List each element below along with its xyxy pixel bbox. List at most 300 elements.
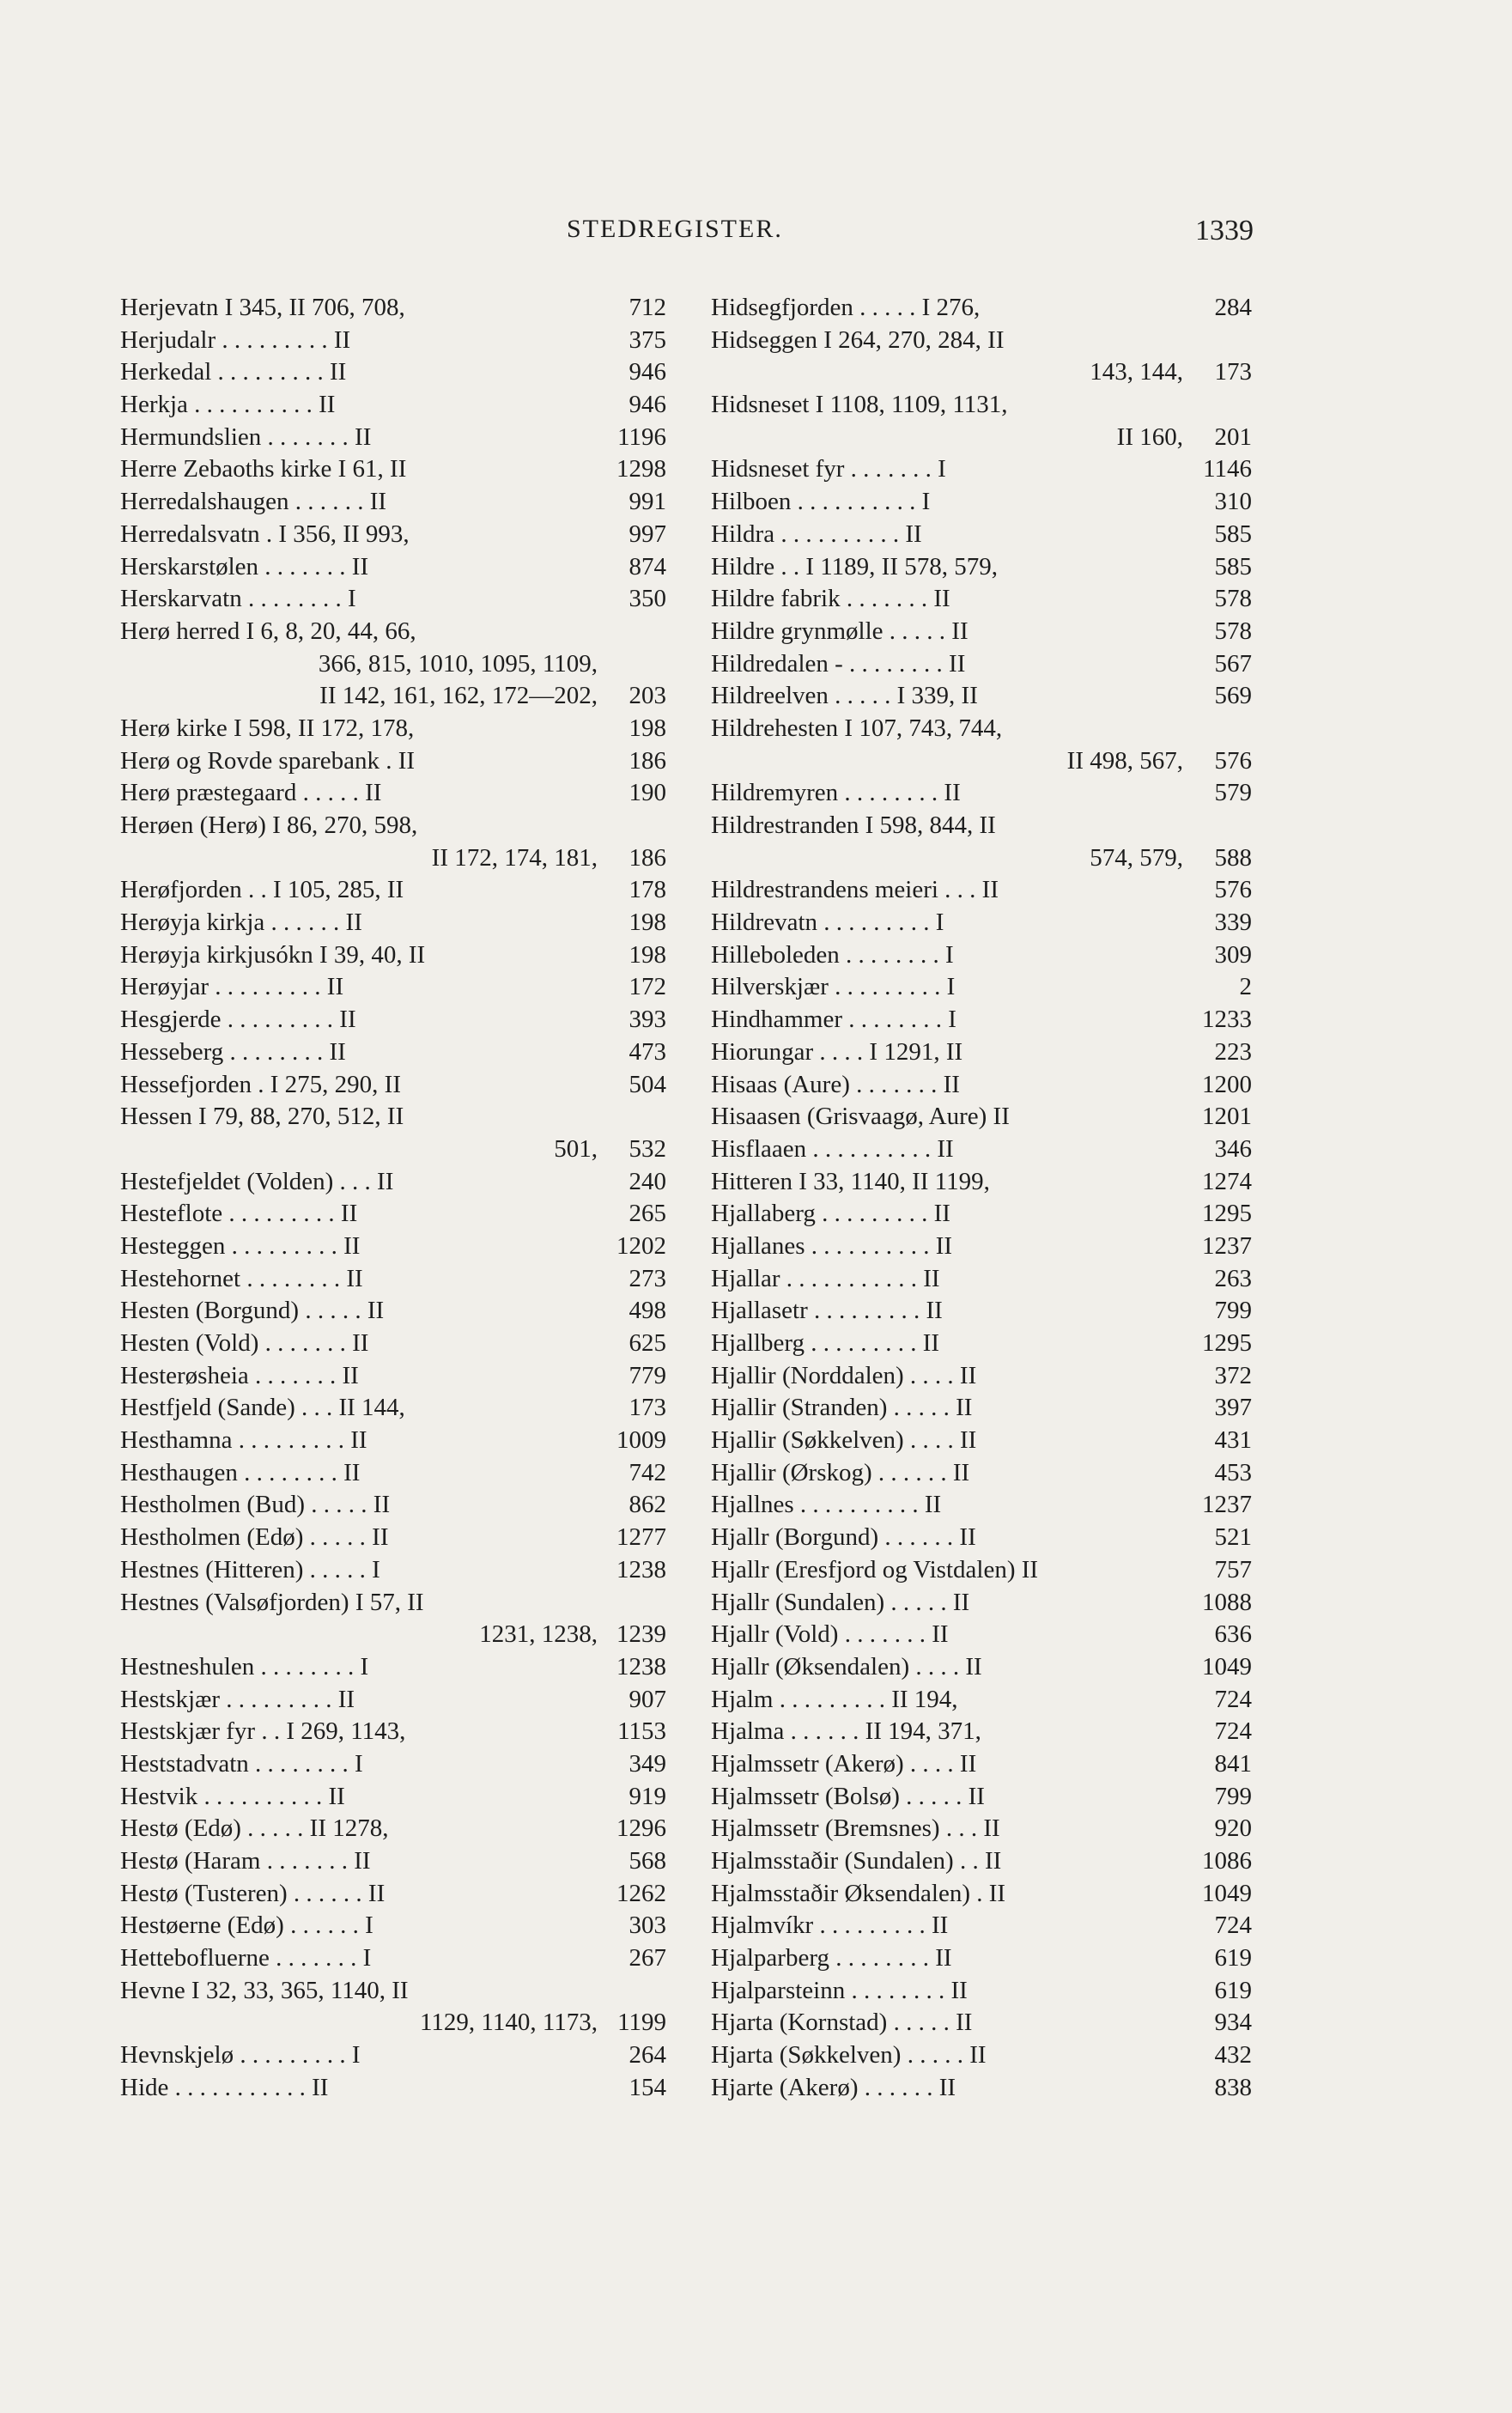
entry-page-number: 585: [1214, 552, 1252, 580]
index-entry: [120, 1263, 666, 1296]
index-entry: [711, 1878, 1252, 1911]
entry-text: Herøen (Herø) I 86, 270, 598,: [120, 811, 418, 839]
entry-page-number: 724: [1214, 1717, 1252, 1746]
entry-page-number: 1196: [617, 422, 666, 451]
index-entry: [120, 1295, 666, 1328]
entry-text: Hidsneset fyr . . . . . . . I: [711, 455, 946, 483]
index-entry: [711, 1069, 1252, 1102]
entry-text: Hjalmsstaðir Øksendalen) . II: [711, 1879, 1006, 1907]
entry-text: Hjalparberg . . . . . . . . II: [711, 1944, 952, 1972]
index-entry: [120, 2039, 666, 2072]
entry-text: Hildre . . I 1189, II 578, 579,: [711, 552, 998, 580]
entry-text: Hjalm . . . . . . . . . II 194,: [711, 1685, 958, 1713]
entry-page-number: 585: [1214, 520, 1252, 548]
entry-text: Hestehornet . . . . . . . . II: [120, 1264, 363, 1292]
entry-text: Hjallr (Øksendalen) . . . . II: [711, 1652, 982, 1681]
entry-page-number: 473: [628, 1037, 666, 1066]
entry-page-number: 799: [1214, 1297, 1252, 1325]
index-entry: [711, 551, 1252, 584]
entry-page-number: 198: [628, 909, 666, 937]
entry-text: Hjalmsstaðir (Sundalen) . . II: [711, 1847, 1002, 1875]
entry-page-number: 310: [1214, 488, 1252, 516]
entry-page-number: 1233: [1202, 1006, 1252, 1034]
index-entry: [711, 1425, 1252, 1457]
entry-page-number: 203: [628, 682, 666, 710]
entry-page-number: 198: [628, 714, 666, 742]
entry-text: Herjudalr . . . . . . . . . II: [120, 325, 351, 354]
index-entry: [120, 1489, 666, 1522]
entry-page-number: 874: [628, 552, 666, 580]
index-entry-continuation: [711, 356, 1252, 389]
entry-text: Hildrestranden I 598, 844, II: [711, 811, 996, 839]
entry-page-number: 1298: [616, 455, 666, 483]
entry-text: Hestvik . . . . . . . . . . II: [120, 1782, 345, 1810]
index-entry: [120, 389, 666, 422]
entry-page-number: 1146: [1203, 455, 1252, 483]
index-entry: [711, 1554, 1252, 1587]
entry-page-number: 1009: [616, 1426, 666, 1455]
entry-text: Hestnes (Valsøfjorden) I 57, II: [120, 1588, 424, 1616]
entry-text: Hindhammer . . . . . . . . I: [711, 1006, 956, 1034]
index-entry: [711, 292, 1252, 325]
index-entry: [711, 1813, 1252, 1845]
entry-text: Heststadvatn . . . . . . . . I: [120, 1749, 363, 1778]
index-entry: [120, 874, 666, 907]
entry-page-number: 1295: [1202, 1329, 1252, 1357]
entry-page-number: 862: [628, 1491, 666, 1519]
entry-text: Hidsegfjorden . . . . . I 276,: [711, 294, 981, 321]
entry-text: Herøfjorden . . I 105, 285, II: [120, 876, 404, 904]
entry-text: Hisflaaen . . . . . . . . . . II: [711, 1134, 954, 1163]
entry-text: Hidseggen I 264, 270, 284, II: [711, 325, 1005, 354]
entry-page-number: 346: [1214, 1134, 1252, 1163]
index-entry: [711, 453, 1252, 486]
entry-page-number: 997: [628, 520, 666, 548]
entry-text: Hjarta (Søkkelven) . . . . . II: [711, 2041, 987, 2070]
entry-page-number: 1086: [1202, 1847, 1252, 1875]
index-entry: [711, 1166, 1252, 1199]
index-entry: [120, 939, 666, 972]
page-number: 1339: [1195, 215, 1254, 246]
entry-page-number: 1153: [617, 1717, 666, 1746]
entry-text: Hjallr (Eresfjord og Vistdalen) II: [711, 1555, 1039, 1583]
entry-text: Hesterøsheia . . . . . . . II: [120, 1361, 359, 1389]
entry-page-number: 375: [628, 325, 666, 354]
entry-text: Hjalmssetr (Akerø) . . . . II: [711, 1749, 977, 1778]
index-entry: [711, 1975, 1252, 2008]
entry-page-number: 453: [1214, 1458, 1252, 1486]
entry-page-number: 919: [628, 1782, 666, 1810]
entry-page-number: 1295: [1202, 1200, 1252, 1228]
entry-text: Hesten (Vold) . . . . . . . II: [120, 1329, 369, 1357]
index-entry: [711, 1004, 1252, 1036]
entry-text: Hesteflote . . . . . . . . . II: [120, 1200, 358, 1228]
index-entry: [120, 1651, 666, 1684]
entry-text: Hjallanes . . . . . . . . . . II: [711, 1231, 953, 1260]
entry-page-number: 1296: [616, 1814, 666, 1843]
entry-page-number: 1049: [1202, 1652, 1252, 1681]
entry-page-number: 532: [628, 1134, 666, 1163]
index-entry: [120, 1878, 666, 1911]
index-entry: [711, 486, 1252, 519]
entry-page-number: 267: [628, 1944, 666, 1972]
entry-page-number: 838: [1214, 2073, 1252, 2101]
entry-text: Hildrestrandens meieri . . . II: [711, 876, 999, 904]
index-entry: [711, 1101, 1252, 1134]
entry-page-number: 498: [628, 1297, 666, 1325]
right-column: [711, 292, 1252, 2105]
entry-page-number: 186: [628, 843, 666, 872]
index-entry-continuation: [120, 648, 666, 681]
entry-text: Hjallnes . . . . . . . . . . II: [711, 1491, 942, 1519]
entry-page-number: 1199: [617, 2009, 666, 2037]
entry-page-number: 1088: [1202, 1588, 1252, 1616]
entry-page-number: 578: [1214, 585, 1252, 613]
entry-page-number: 186: [628, 746, 666, 775]
entry-text: 1129, 1140, 1173,: [419, 2009, 598, 2037]
index-entry: [711, 1781, 1252, 1814]
entry-text: Herø herred I 6, 8, 20, 44, 66,: [120, 617, 416, 645]
index-entry: [711, 648, 1252, 681]
entry-page-number: 625: [628, 1329, 666, 1357]
entry-page-number: 172: [628, 973, 666, 1001]
entry-text: Hildredalen - . . . . . . . . II: [711, 649, 966, 678]
index-entry: [711, 1231, 1252, 1263]
index-entry: [120, 1942, 666, 1975]
entry-page-number: 724: [1214, 1685, 1252, 1713]
entry-text: Hidsneset I 1108, 1109, 1131,: [711, 391, 1008, 419]
index-entry: [711, 616, 1252, 648]
index-entry: [120, 971, 666, 1004]
entry-text: Hilverskjær . . . . . . . . . I: [711, 973, 956, 1001]
entry-page-number: 1238: [616, 1555, 666, 1583]
index-entry: [711, 583, 1252, 616]
index-entry: [711, 1716, 1252, 1748]
entry-text: Hildremyren . . . . . . . . II: [711, 779, 961, 807]
left-column: [120, 292, 666, 2105]
entry-text: Hilleboleden . . . . . . . . I: [711, 940, 954, 969]
index-entry: [711, 907, 1252, 939]
index-entry: [120, 1360, 666, 1393]
index-entry: [120, 1457, 666, 1490]
entry-page-number: 569: [1214, 682, 1252, 710]
index-entry: [120, 551, 666, 584]
entry-page-number: 372: [1214, 1361, 1252, 1389]
entry-text: Hestskjær . . . . . . . . . II: [120, 1685, 355, 1713]
entry-text: Hjallr (Vold) . . . . . . . II: [711, 1620, 949, 1649]
entry-text: Hide . . . . . . . . . . . II: [120, 2073, 329, 2101]
index-entry: [120, 1554, 666, 1587]
entry-text: Hjallir (Stranden) . . . . . II: [711, 1394, 973, 1422]
entry-text: Hiorungar . . . . I 1291, II: [711, 1037, 963, 1066]
entry-page-number: 350: [628, 585, 666, 613]
entry-text: Hjalmssetr (Bolsø) . . . . . II: [711, 1782, 985, 1810]
entry-text: Herø præstegaard . . . . . II: [120, 779, 382, 807]
entry-text: Hilboen . . . . . . . . . . I: [711, 488, 931, 516]
entry-page-number: 284: [1214, 294, 1252, 321]
entry-text: Hjalparsteinn . . . . . . . . II: [711, 1976, 968, 2004]
entry-text: Herø kirke I 598, II 172, 178,: [120, 714, 415, 742]
index-entry: [120, 1069, 666, 1102]
index-entry: [711, 325, 1252, 357]
index-entry: [120, 1328, 666, 1360]
index-entry: [711, 939, 1252, 972]
entry-page-number: 397: [1214, 1394, 1252, 1422]
entry-page-number: 576: [1214, 876, 1252, 904]
entry-text: Herøyjar . . . . . . . . . II: [120, 973, 344, 1001]
index-entry: [711, 1619, 1252, 1651]
entry-text: Herø og Rovde sparebank . II: [120, 746, 416, 775]
index-entry: [120, 713, 666, 745]
entry-page-number: 1277: [616, 1523, 666, 1552]
entry-page-number: 946: [628, 391, 666, 419]
index-entry: [120, 810, 666, 842]
entry-page-number: 273: [628, 1264, 666, 1292]
index-entry: [711, 777, 1252, 810]
index-entry: [120, 1716, 666, 1748]
index-entry: [120, 1101, 666, 1134]
entry-text: Hermundslien . . . . . . . II: [120, 422, 372, 451]
index-entry: [120, 616, 666, 648]
entry-text: Hjallir (Norddalen) . . . . II: [711, 1361, 977, 1389]
entry-text: 574, 579,: [1090, 843, 1183, 872]
index-entry: [711, 1295, 1252, 1328]
index-entry: [711, 389, 1252, 422]
index-entry: [711, 1360, 1252, 1393]
entry-text: Hestø (Tusteren) . . . . . . II: [120, 1879, 386, 1907]
entry-page-number: 946: [628, 358, 666, 386]
index-entry: [120, 1748, 666, 1781]
entry-text: 143, 144,: [1090, 358, 1183, 386]
entry-page-number: 619: [1214, 1976, 1252, 2004]
entry-text: Hestfjeld (Sande) . . . II 144,: [120, 1394, 405, 1422]
entry-page-number: 431: [1214, 1426, 1252, 1455]
index-entry: [120, 1166, 666, 1199]
entry-page-number: 190: [628, 779, 666, 807]
index-entry: [120, 356, 666, 389]
index-entry: [120, 1910, 666, 1942]
entry-text: Hestefjeldet (Volden) . . . II: [120, 1167, 394, 1195]
entry-page-number: 432: [1214, 2041, 1252, 2070]
entry-text: Hesteggen . . . . . . . . . II: [120, 1231, 361, 1260]
entry-page-number: 568: [628, 1847, 666, 1875]
entry-text: Hettebofluerne . . . . . . . I: [120, 1944, 372, 1972]
index-entry: [711, 1328, 1252, 1360]
entry-text: Hevne I 32, 33, 365, 1140, II: [120, 1976, 409, 2004]
entry-text: Hestskjær fyr . . I 269, 1143,: [120, 1717, 406, 1746]
index-entry: [120, 422, 666, 454]
index-entry: [711, 1457, 1252, 1490]
index-entry: [120, 1845, 666, 1878]
entry-text: 1231, 1238,: [479, 1620, 598, 1649]
entry-page-number: 1237: [1202, 1231, 1252, 1260]
entry-text: Herkja . . . . . . . . . . II: [120, 391, 336, 419]
entry-text: Herskarvatn . . . . . . . . I: [120, 585, 356, 613]
index-entry-continuation: [120, 1134, 666, 1166]
entry-text: Herøyja kirkjusókn I 39, 40, II: [120, 940, 426, 969]
entry-text: Hesten (Borgund) . . . . . II: [120, 1297, 385, 1325]
index-entry: [120, 1684, 666, 1717]
entry-page-number: 303: [628, 1912, 666, 1940]
index-entry: [711, 680, 1252, 713]
index-entry-continuation: [711, 745, 1252, 778]
index-entry: [711, 1845, 1252, 1878]
entry-page-number: 264: [628, 2041, 666, 2070]
entry-text: Hjalma . . . . . . II 194, 371,: [711, 1717, 981, 1746]
entry-page-number: 619: [1214, 1944, 1252, 1972]
entry-page-number: 198: [628, 940, 666, 969]
entry-text: Hildreelven . . . . . I 339, II: [711, 682, 978, 710]
index-entry-continuation: [120, 842, 666, 875]
entry-text: Hestneshulen . . . . . . . . I: [120, 1652, 369, 1681]
entry-page-number: 578: [1214, 617, 1252, 645]
entry-page-number: 265: [628, 1200, 666, 1228]
page-header: [120, 215, 1254, 249]
entry-text: Herkedal . . . . . . . . . II: [120, 358, 347, 386]
index-entry: [120, 1392, 666, 1425]
entry-text: Hildre grynmølle . . . . . II: [711, 617, 969, 645]
index-entry: [711, 1942, 1252, 1975]
index-entry: [711, 1134, 1252, 1166]
entry-text: Hesthamna . . . . . . . . . II: [120, 1426, 367, 1455]
entry-text: Hildre fabrik . . . . . . . II: [711, 585, 950, 613]
index-entry: [120, 745, 666, 778]
index-entry: [711, 1748, 1252, 1781]
entry-text: Herjevatn I 345, II 706, 708,: [120, 294, 405, 321]
entry-page-number: 339: [1214, 909, 1252, 937]
entry-page-number: 393: [628, 1006, 666, 1034]
entry-text: Hestøerne (Edø) . . . . . . I: [120, 1912, 373, 1940]
entry-page-number: 1262: [616, 1879, 666, 1907]
entry-text: Herre Zebaoths kirke I 61, II: [120, 455, 407, 483]
entry-text: Hestholmen (Bud) . . . . . II: [120, 1491, 391, 1519]
entry-text: Hesthaugen . . . . . . . . II: [120, 1458, 361, 1486]
entry-page-number: 1237: [1202, 1491, 1252, 1519]
entry-text: Hjallaberg . . . . . . . . . II: [711, 1200, 950, 1228]
index-entry: [120, 1036, 666, 1069]
index-entry-continuation: [711, 842, 1252, 875]
entry-text: Herredalsvatn . I 356, II 993,: [120, 520, 410, 548]
entry-text: Herskarstølen . . . . . . . II: [120, 552, 369, 580]
index-entry: [711, 874, 1252, 907]
entry-text: Hjallar . . . . . . . . . . . II: [711, 1264, 940, 1292]
index-entry: [711, 713, 1252, 745]
entry-text: Hjalmvíkr . . . . . . . . . II: [711, 1912, 949, 1940]
index-entry: [711, 971, 1252, 1004]
entry-page-number: 588: [1214, 843, 1252, 872]
index-entry: [711, 1392, 1252, 1425]
index-entry: [120, 1425, 666, 1457]
entry-text: 366, 815, 1010, 1095, 1109,: [318, 649, 598, 678]
index-entry-continuation: [120, 680, 666, 713]
entry-text: Hestø (Edø) . . . . . II 1278,: [120, 1814, 389, 1843]
entry-text: Hjallasetr . . . . . . . . . II: [711, 1297, 943, 1325]
entry-page-number: 1274: [1202, 1167, 1252, 1195]
index-entry: [711, 2072, 1252, 2105]
index-entry: [120, 1587, 666, 1620]
index-entry-continuation: [711, 422, 1252, 454]
entry-page-number: 779: [628, 1361, 666, 1389]
entry-page-number: 841: [1214, 1749, 1252, 1778]
entry-page-number: 567: [1214, 649, 1252, 678]
index-entry: [120, 777, 666, 810]
entry-page-number: 240: [628, 1167, 666, 1195]
index-entry: [120, 325, 666, 357]
index-entry: [711, 519, 1252, 551]
entry-text: Hevnskjelø . . . . . . . . . I: [120, 2041, 361, 2070]
index-entry: [711, 1587, 1252, 1620]
entry-text: Hildrehesten I 107, 743, 744,: [711, 714, 1003, 742]
entry-page-number: 173: [1214, 358, 1252, 386]
entry-text: Hjallir (Ørskog) . . . . . . II: [711, 1458, 970, 1486]
entry-page-number: 521: [1214, 1523, 1252, 1552]
entry-text: Hjallir (Søkkelven) . . . . II: [711, 1426, 977, 1455]
entry-text: Hisaasen (Grisvaagø, Aure) II: [711, 1103, 1010, 1131]
page-title: STEDREGISTER.: [567, 215, 783, 243]
entry-page-number: 223: [1214, 1037, 1252, 1066]
index-entry: [120, 1198, 666, 1231]
entry-page-number: 173: [628, 1394, 666, 1422]
entry-text: Hjarte (Akerø) . . . . . . II: [711, 2073, 956, 2101]
index-entry: [120, 1781, 666, 1814]
entry-page-number: 2: [1239, 973, 1252, 1001]
entry-page-number: 201: [1214, 422, 1252, 451]
index-entry: [120, 1231, 666, 1263]
index-entry: [711, 1263, 1252, 1296]
entry-page-number: 576: [1214, 746, 1252, 775]
entry-text: Hjallr (Borgund) . . . . . . II: [711, 1523, 976, 1552]
index-entry: [711, 1522, 1252, 1554]
entry-text: Hisaas (Aure) . . . . . . . II: [711, 1070, 960, 1098]
entry-text: II 498, 567,: [1066, 746, 1183, 775]
entry-page-number: 579: [1214, 779, 1252, 807]
entry-text: Hesgjerde . . . . . . . . . II: [120, 1006, 356, 1034]
index-entry: [120, 486, 666, 519]
index-entry: [711, 810, 1252, 842]
entry-text: 501,: [554, 1134, 598, 1163]
entry-page-number: 178: [628, 876, 666, 904]
entry-text: Hildra . . . . . . . . . . II: [711, 520, 922, 548]
index-entry-continuation: [120, 1619, 666, 1651]
entry-text: II 160,: [1116, 422, 1183, 451]
entry-text: Hestholmen (Edø) . . . . . II: [120, 1523, 389, 1552]
index-entry: [120, 2072, 666, 2105]
entry-page-number: 1201: [1202, 1103, 1252, 1131]
entry-text: Hjallr (Sundalen) . . . . . II: [711, 1588, 970, 1616]
entry-text: Hitteren I 33, 1140, II 1199,: [711, 1167, 990, 1195]
entry-page-number: 1202: [616, 1231, 666, 1260]
index-entry: [120, 1975, 666, 2008]
entry-page-number: 636: [1214, 1620, 1252, 1649]
index-entry: [711, 1489, 1252, 1522]
index-entry: [120, 1004, 666, 1036]
index-entry: [120, 292, 666, 325]
index-entry: [120, 453, 666, 486]
index-entry: [711, 1198, 1252, 1231]
index-entry: [711, 1651, 1252, 1684]
entry-page-number: 920: [1214, 1814, 1252, 1843]
entry-text: Hestø (Haram . . . . . . . II: [120, 1847, 371, 1875]
entry-text: Hessefjorden . I 275, 290, II: [120, 1070, 401, 1098]
entry-page-number: 1200: [1202, 1070, 1252, 1098]
index-entry: [711, 1910, 1252, 1942]
entry-page-number: 934: [1214, 2009, 1252, 2037]
entry-text: Hjarta (Kornstad) . . . . . II: [711, 2009, 973, 2037]
entry-text: Herredalshaugen . . . . . . II: [120, 488, 387, 516]
entry-page-number: 757: [1214, 1555, 1252, 1583]
entry-page-number: 991: [628, 488, 666, 516]
entry-text: Hessen I 79, 88, 270, 512, II: [120, 1103, 404, 1131]
